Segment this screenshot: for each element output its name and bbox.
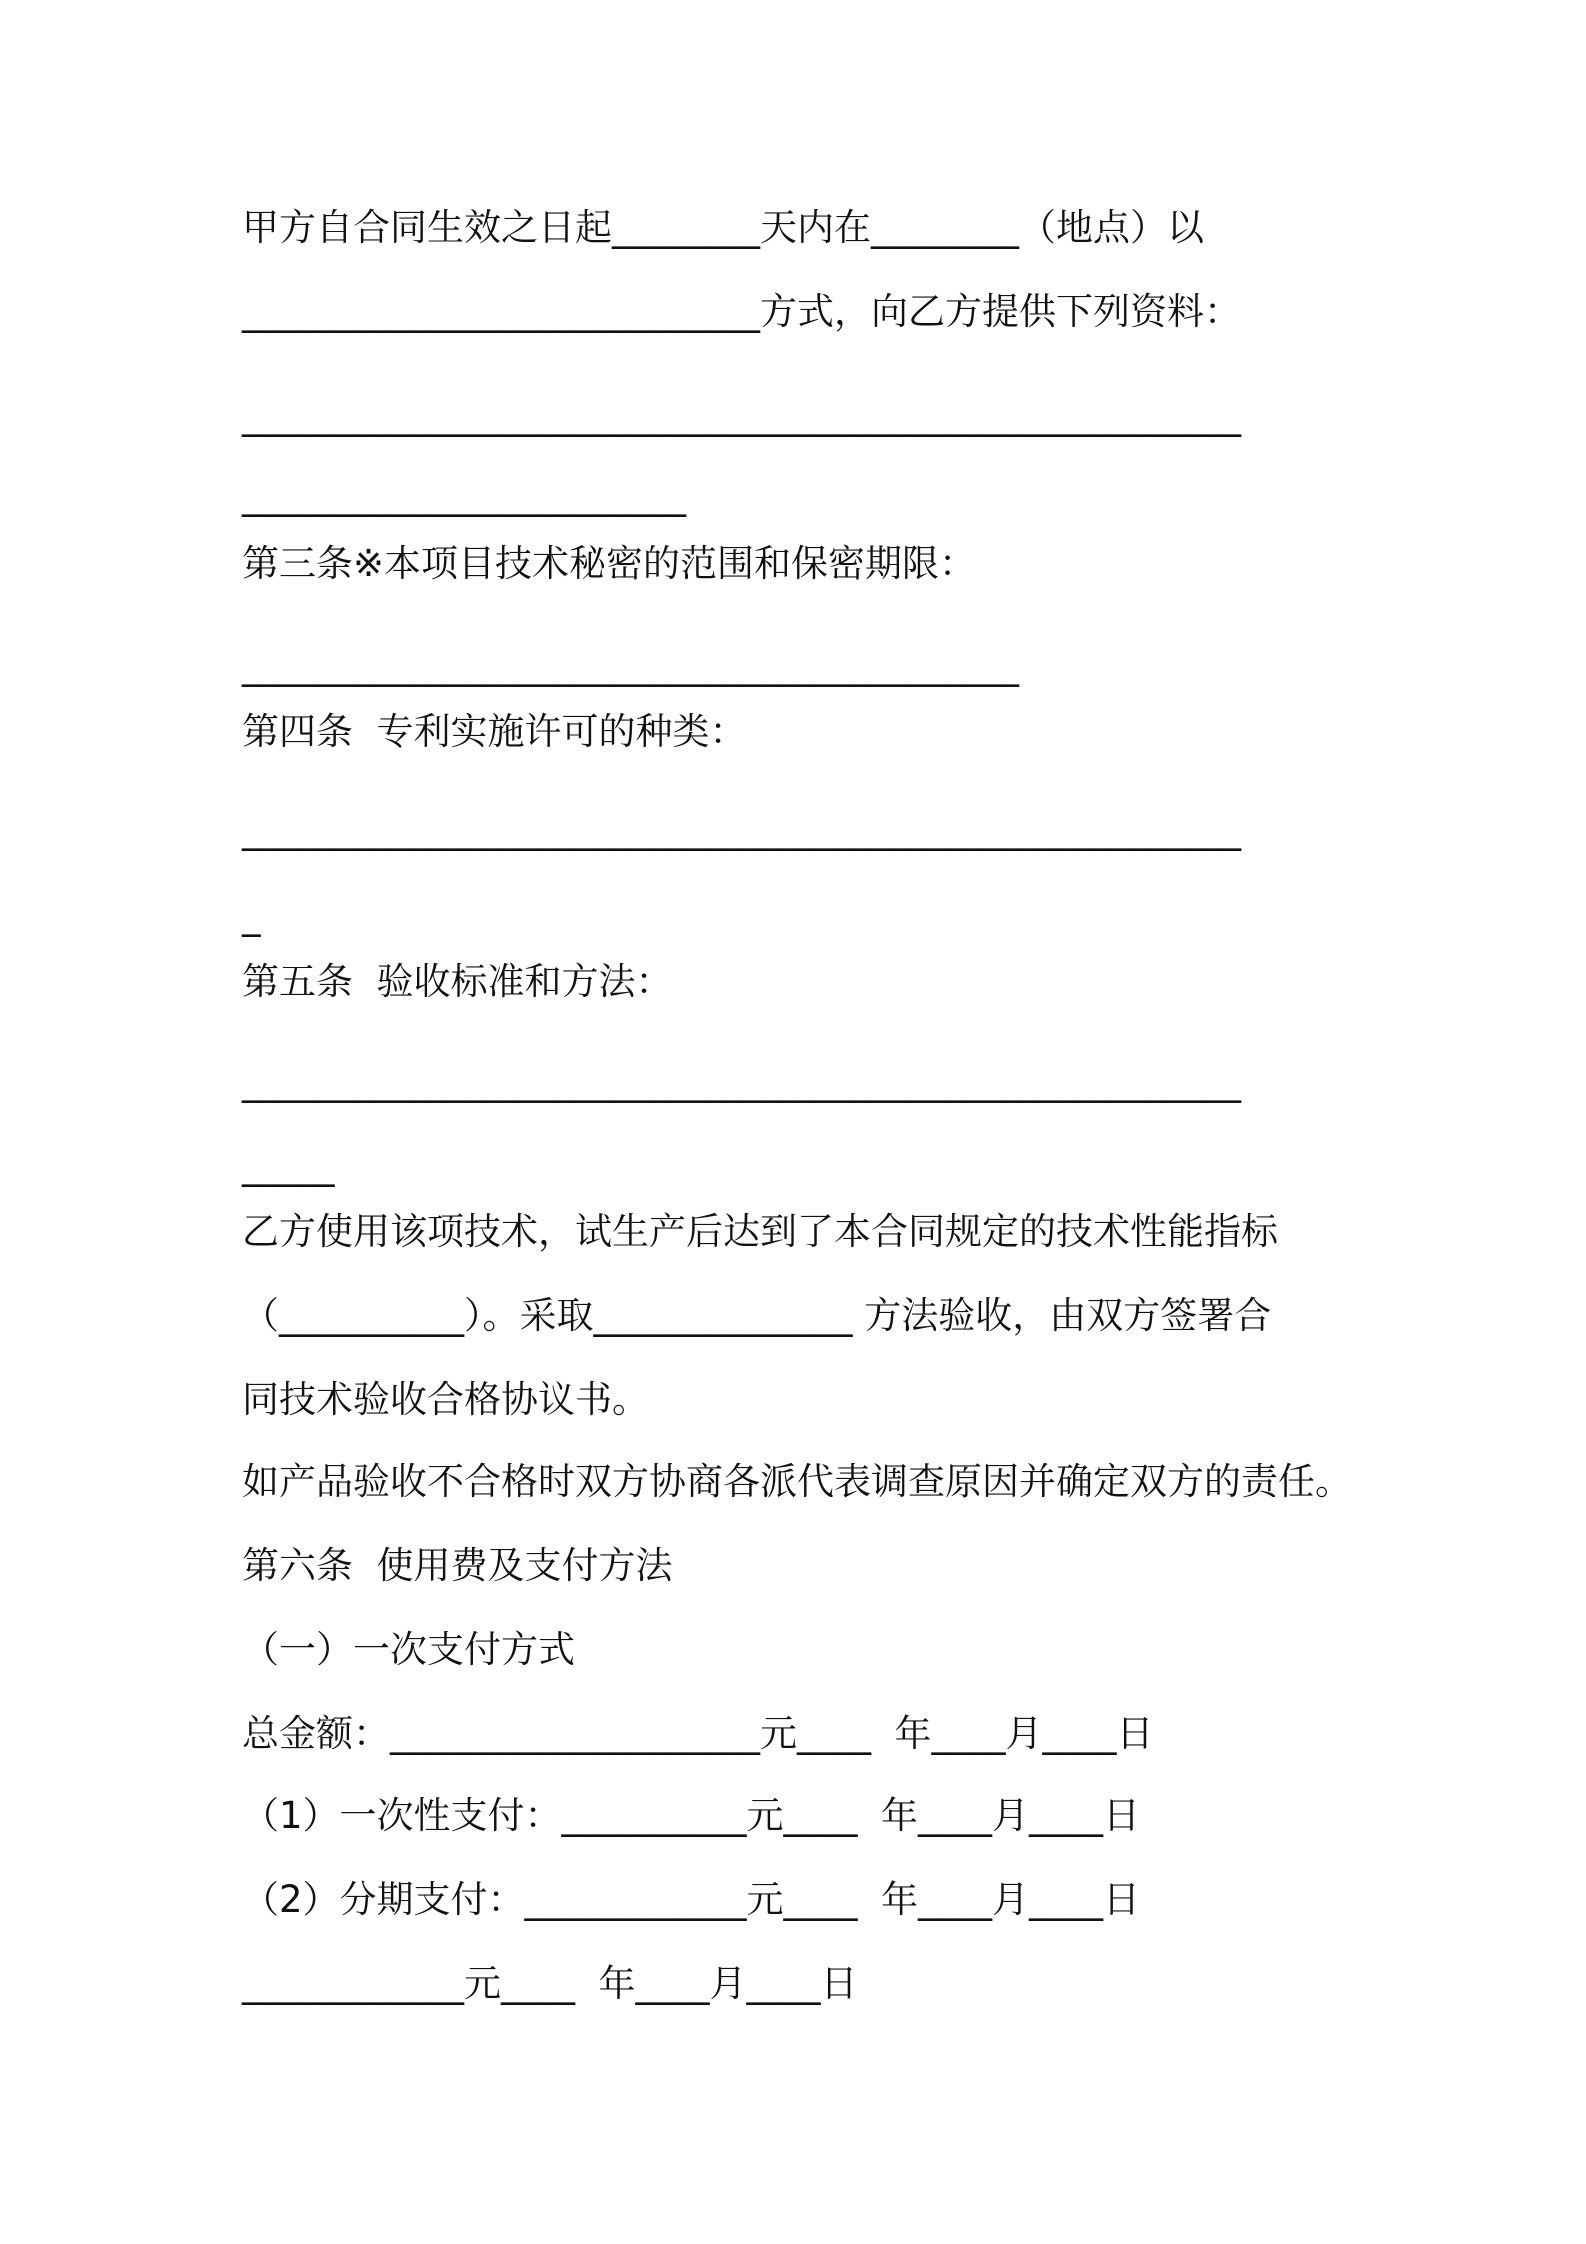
article-5-heading: 第五条 验收标准和方法：: [242, 960, 673, 1003]
blank-fill-line: _____: [242, 1144, 335, 1187]
blank-fill-line: ______________________________________________________: [242, 1060, 1241, 1103]
delivery-clause-line: 甲方自合同生效之日起________天内在________（地点）以: [242, 206, 1204, 249]
acceptance-paragraph-line: 同技术验收合格协议书。: [242, 1378, 649, 1421]
delivery-method-line: ____________________________方式，向乙方提供下列资料：: [242, 290, 1241, 333]
payment-subheading: （一）一次支付方式: [242, 1628, 575, 1671]
total-amount-line: 总金额：____________________元____ 年____月____日: [242, 1712, 1154, 1755]
article-6-heading: 第六条 使用费及支付方法: [242, 1544, 673, 1587]
blank-fill-line: ______________________________________________________: [242, 808, 1241, 851]
article-3-heading: 第三条※本项目技术秘密的范围和保密期限：: [242, 542, 977, 585]
rejection-paragraph-line: 如产品验收不合格时双方协商各派代表调查原因并确定双方的责任。: [242, 1460, 1352, 1503]
blank-fill-line: __________________________________________: [242, 644, 1019, 687]
installment-payment-line: ____________元____ 年____月____日: [242, 1962, 858, 2005]
lump-sum-payment-line: （1）一次性支付：__________元____ 年____月____日: [242, 1794, 1141, 1837]
blank-fill-line: _: [242, 894, 261, 937]
installment-payment-line: （2）分期支付：____________元____ 年____月____日: [242, 1878, 1141, 1921]
acceptance-paragraph-line: 乙方使用该项技术，试生产后达到了本合同规定的技术性能指标: [242, 1210, 1278, 1253]
acceptance-paragraph-line: （__________）。采取______________ 方法验收，由双方签署合: [242, 1294, 1272, 1337]
article-4-heading: 第四条 专利实施许可的种类：: [242, 710, 747, 753]
blank-fill-line: ________________________: [242, 474, 686, 517]
blank-fill-line: ______________________________________________________: [242, 394, 1241, 437]
